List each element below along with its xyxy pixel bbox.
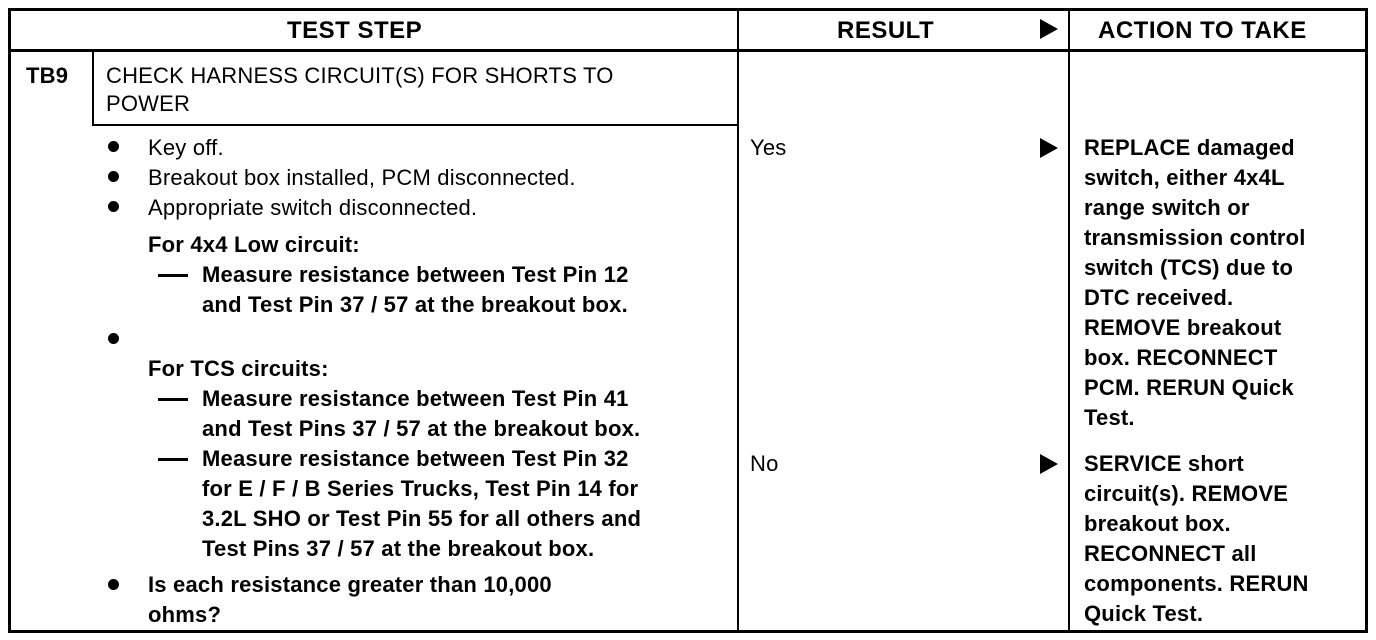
question-line-1: Is each resistance greater than 10,000 xyxy=(148,572,552,597)
step-title-bottom-rule xyxy=(92,124,738,126)
dash-icon xyxy=(158,274,188,277)
table-top-rule xyxy=(8,8,1368,11)
dash-icon xyxy=(158,398,188,401)
dash-icon xyxy=(158,458,188,461)
tcs-step-2-line-1: Measure resistance between Test Pin 32 xyxy=(202,446,629,471)
bullet-icon xyxy=(108,579,119,590)
table-right-rule xyxy=(1365,8,1368,633)
result-no: No xyxy=(750,451,779,476)
action-yes-line: Test. xyxy=(1084,405,1135,430)
question-line-2: ohms? xyxy=(148,602,222,627)
header-bottom-rule xyxy=(8,49,1368,52)
action-yes-line: switch, either 4x4L xyxy=(1084,165,1285,190)
action-no-line: Quick Test. xyxy=(1084,601,1204,626)
action-yes-line: transmission control xyxy=(1084,225,1306,250)
header-arrow-icon xyxy=(1040,19,1058,39)
header-result: RESULT xyxy=(837,17,935,44)
action-no-line: SERVICE short xyxy=(1084,451,1244,476)
action-yes-line: REPLACE damaged xyxy=(1084,135,1295,160)
table-left-rule xyxy=(8,8,11,633)
header-action: ACTION TO TAKE xyxy=(1098,17,1307,44)
low-circuit-heading: For 4x4 Low circuit: xyxy=(148,232,360,257)
action-no-line: breakout box. xyxy=(1084,511,1231,536)
tcs-step-1-line-2: and Test Pins 37 / 57 at the breakout box. xyxy=(202,416,641,441)
step-title-line-2: POWER xyxy=(106,91,191,116)
step-id: TB9 xyxy=(26,63,69,88)
action-yes-line: PCM. RERUN Quick xyxy=(1084,375,1294,400)
action-no-line: circuit(s). REMOVE xyxy=(1084,481,1289,506)
low-circuit-step-line-1: Measure resistance between Test Pin 12 xyxy=(202,262,629,287)
bullet-icon xyxy=(108,171,119,182)
table-bottom-rule xyxy=(8,630,1368,633)
yes-arrow-icon xyxy=(1040,138,1058,158)
tcs-step-2-line-2: for E / F / B Series Trucks, Test Pin 14 for xyxy=(202,476,639,501)
step-title-line-1: CHECK HARNESS CIRCUIT(S) FOR SHORTS TO xyxy=(106,63,614,88)
header-test-step: TEST STEP xyxy=(287,17,423,44)
bullet-icon xyxy=(108,201,119,212)
procedure-bullet-1: Key off. xyxy=(148,135,224,160)
tcs-step-1-line-1: Measure resistance between Test Pin 41 xyxy=(202,386,629,411)
result-action-divider xyxy=(1068,8,1070,633)
no-arrow-icon xyxy=(1040,454,1058,474)
step-result-divider xyxy=(737,8,739,633)
action-no-line: RECONNECT all xyxy=(1084,541,1257,566)
procedure-bullet-2: Breakout box installed, PCM disconnected. xyxy=(148,165,576,190)
step-id-divider xyxy=(92,51,94,126)
action-yes-line: REMOVE breakout xyxy=(1084,315,1282,340)
action-yes-line: DTC received. xyxy=(1084,285,1234,310)
tcs-step-2-line-3: 3.2L SHO or Test Pin 55 for all others and xyxy=(202,506,642,531)
action-yes-line: switch (TCS) due to xyxy=(1084,255,1294,280)
procedure-bullet-3: Appropriate switch disconnected. xyxy=(148,195,478,220)
action-yes-line: box. RECONNECT xyxy=(1084,345,1278,370)
bullet-icon xyxy=(108,333,119,344)
action-yes-line: range switch or xyxy=(1084,195,1250,220)
tcs-circuit-heading: For TCS circuits: xyxy=(148,356,329,381)
low-circuit-step-line-2: and Test Pin 37 / 57 at the breakout box. xyxy=(202,292,628,317)
tcs-step-2-line-4: Test Pins 37 / 57 at the breakout box. xyxy=(202,536,595,561)
bullet-icon xyxy=(108,141,119,152)
action-no-line: components. RERUN xyxy=(1084,571,1309,596)
result-yes: Yes xyxy=(750,135,787,160)
